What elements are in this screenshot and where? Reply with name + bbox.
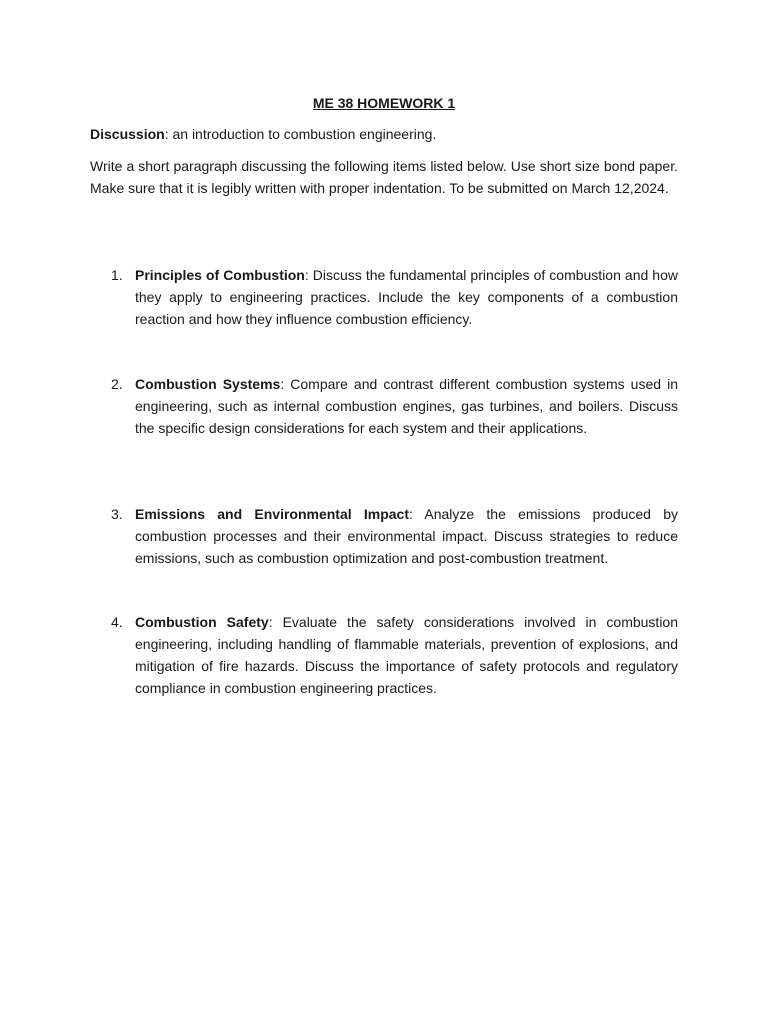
discussion-text: : an introduction to combustion engineering. [164,126,437,142]
instructions-paragraph: Write a short paragraph discussing the following items listed below. Use short size bond paper. Make sure that it is legibly written with proper indentation. To be submitted on March 12,2024. [90,158,678,196]
item-label: Principles of Combustion [135,267,305,283]
list-item [111,503,678,569]
item-number: 4. [111,614,123,630]
item-number: 1. [111,267,123,283]
document-title: ME 38 HOMEWORK 1 [312,95,456,111]
item-text: : Evaluate the safety considerations involved in combustion engineering, including handling of flammable materials, prevention of explosions, and mitigation of fire hazards. Discuss the importance of safety protocols and regulatory compliance in combustion engineering practices. [135,614,678,696]
list-item [111,611,678,699]
list-item [111,373,679,439]
item-label: Combustion Safety [135,614,269,630]
document-page [90,92,679,696]
item-text: : Analyze the emissions produced by combustion processes and their environmental impact. Discuss strategies to reduce emissions, such as combustion optimization and post-combustion treatment. [135,506,678,566]
item-label: Combustion Systems [135,376,281,392]
item-label: Emissions and Environmental Impact [135,506,409,522]
discussion-label: Discussion [90,126,165,142]
item-number: 3. [111,506,123,522]
list-item [111,264,678,330]
item-text: : Discuss the fundamental principles of combustion and how they apply to engineering practices. Include the key components of a combustion reaction and how they influence combustion efficiency. [135,267,678,327]
discussion-line [90,123,678,145]
item-number: 2. [111,376,123,392]
item-text: : Compare and contrast different combustion systems used in engineering, such as internal combustion engines, gas turbines, and boilers. Discuss the specific design considerations for each system and their applications. [135,376,679,436]
